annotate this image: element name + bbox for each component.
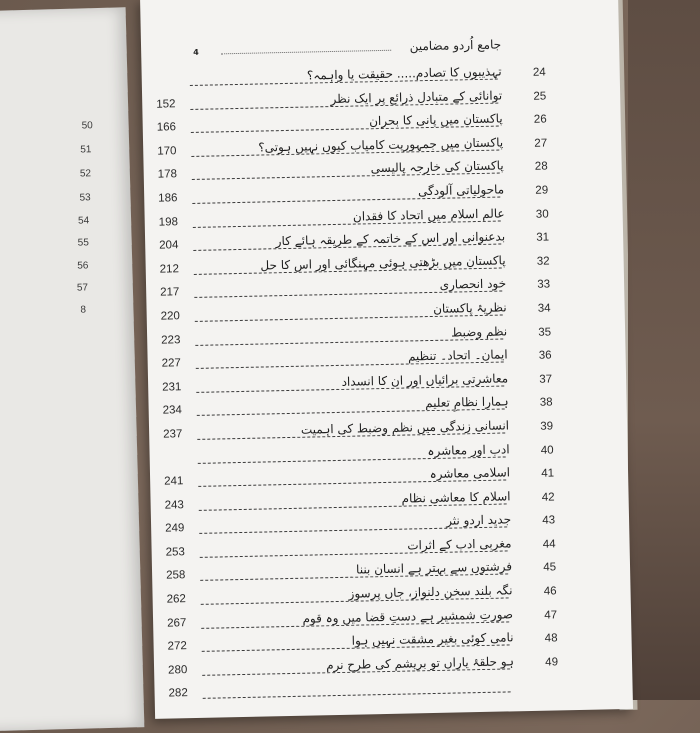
toc-item-number: 42 bbox=[542, 491, 555, 503]
toc-title: ادب اور معاشرہ bbox=[423, 442, 509, 458]
header-rule bbox=[221, 50, 391, 55]
toc-page-number: 204 bbox=[159, 239, 178, 251]
toc-item-number: 40 bbox=[541, 444, 554, 456]
toc-title: نظم وضبط bbox=[447, 324, 507, 339]
toc-page-number: 178 bbox=[158, 169, 177, 181]
left-page-number: 54 bbox=[78, 215, 89, 226]
toc-title: فرشتوں سے بہتر ہے انسان بننا bbox=[352, 560, 512, 577]
toc-item-number: 24 bbox=[533, 67, 546, 79]
toc-title: مغربی ادب کے اثرات bbox=[403, 536, 512, 552]
toc-item-number: 27 bbox=[534, 137, 547, 149]
toc-item-number: 31 bbox=[536, 232, 549, 244]
toc-item-number: 48 bbox=[545, 633, 558, 645]
left-page-number: 51 bbox=[80, 144, 91, 155]
toc-title: اسلام کا معاشی نظام bbox=[397, 489, 510, 505]
toc-page-number: 212 bbox=[160, 263, 179, 275]
toc-item-number: 26 bbox=[534, 114, 547, 126]
toc-page-number: 186 bbox=[158, 192, 177, 204]
toc-title: عالم اسلام میں اتحاد کا فقدان bbox=[349, 206, 505, 223]
toc-leader-line bbox=[198, 480, 506, 487]
toc-title: انسانی زندگی میں نظم وضبط کی اہمیت bbox=[297, 418, 509, 436]
toc-item-number: 45 bbox=[543, 562, 556, 574]
toc-page-number: 258 bbox=[166, 570, 185, 582]
toc-page-number: 231 bbox=[162, 381, 181, 393]
toc-title: ماحولیاتی آلودگی bbox=[414, 182, 504, 198]
toc-leader-line bbox=[200, 550, 508, 557]
toc-item-number: 44 bbox=[543, 538, 556, 550]
toc-item-number: 30 bbox=[536, 208, 549, 220]
left-page-number: 52 bbox=[80, 168, 91, 179]
left-page-number: 53 bbox=[79, 192, 90, 203]
toc-title: ہو حلقۂ یاراں تو بریشم کی طرح نرم bbox=[322, 654, 514, 672]
toc-leader-line bbox=[192, 173, 500, 180]
toc-page-number: 249 bbox=[165, 522, 184, 534]
toc-item-number: 46 bbox=[544, 585, 557, 597]
left-page-number: 8 bbox=[80, 304, 86, 315]
toc-title: نامی کوئی بغیر مشقت نہیں ہوا bbox=[348, 631, 514, 648]
toc-page-number: 241 bbox=[164, 475, 183, 487]
toc-leader-line bbox=[203, 692, 511, 699]
toc-title: تہذیبوں کا تصادم..... حقیقت یا واہمہ؟ bbox=[303, 64, 502, 82]
toc-title: توانائی کے متبادل ذرائع پر ایک نظر bbox=[326, 88, 502, 106]
toc-page-number: 253 bbox=[166, 546, 185, 558]
toc-item-number: 33 bbox=[537, 279, 550, 291]
toc-title: معاشرتی برائیاں اور ان کا انسداد bbox=[337, 371, 508, 389]
toc-item-number: 35 bbox=[538, 326, 551, 338]
toc-page-number: 282 bbox=[168, 688, 187, 700]
left-page-number: 56 bbox=[77, 260, 88, 271]
toc-item-number: 41 bbox=[541, 468, 554, 480]
toc-item-number: 25 bbox=[533, 90, 546, 102]
left-page-number: 50 bbox=[81, 120, 92, 131]
toc-item-number: 32 bbox=[537, 255, 550, 267]
toc-leader-line bbox=[192, 196, 500, 203]
toc-leader-line bbox=[197, 409, 505, 416]
table-surface bbox=[628, 0, 700, 700]
toc-page-number: 280 bbox=[168, 664, 187, 676]
toc-title: اسلامی معاشرہ bbox=[426, 465, 511, 481]
toc-title: ایمان۔ اتحاد۔ تنظیم bbox=[404, 348, 508, 364]
toc-item-number: 28 bbox=[535, 161, 548, 173]
toc-page-number: 198 bbox=[159, 216, 178, 228]
toc-page-number: 227 bbox=[162, 357, 181, 369]
table-of-contents bbox=[142, 61, 633, 708]
toc-page-number: 152 bbox=[156, 98, 175, 110]
left-page bbox=[0, 7, 144, 732]
toc-page-number: 223 bbox=[161, 334, 180, 346]
toc-leader-line bbox=[191, 126, 499, 133]
toc-page-number: 262 bbox=[167, 593, 186, 605]
toc-leader-line bbox=[195, 314, 503, 321]
toc-item-number: 34 bbox=[538, 302, 551, 314]
toc-page-number: 166 bbox=[157, 121, 176, 133]
toc-item-number: 36 bbox=[539, 350, 552, 362]
toc-item-number: 39 bbox=[540, 420, 553, 432]
toc-leader-line bbox=[199, 527, 507, 534]
left-page-number: 57 bbox=[77, 282, 88, 293]
toc-title: پاکستان میں جمہوریت کامیاب کیوں نہیں ہوتی؟ bbox=[254, 135, 503, 154]
toc-page-number: 217 bbox=[160, 287, 179, 299]
toc-title: پاکستان میں بڑھتی ہوئی مہنگائی اور اس کا حل bbox=[256, 253, 505, 272]
toc-item-number: 38 bbox=[540, 397, 553, 409]
toc-title: بدعنوانی اور اس کے خاتمہ کے طریقہ ہائے کار bbox=[272, 230, 506, 249]
contents-page bbox=[140, 0, 633, 719]
toc-page-number: 234 bbox=[163, 405, 182, 417]
toc-title: ہمارا نظامِ تعلیم bbox=[421, 395, 509, 411]
toc-title: پاکستان کی خارجہ پالیسی bbox=[367, 159, 504, 176]
toc-title: پاکستان میں پانی کا بحران bbox=[365, 112, 503, 129]
toc-page-number: 267 bbox=[167, 617, 186, 629]
toc-title: نظریۂ پاکستان bbox=[429, 300, 507, 316]
toc-page-number: 237 bbox=[163, 428, 182, 440]
toc-item-number: 29 bbox=[535, 184, 548, 196]
toc-page-number: 243 bbox=[165, 499, 184, 511]
toc-leader-line bbox=[199, 503, 507, 510]
toc-page-number: 220 bbox=[161, 310, 180, 322]
left-page-number: 55 bbox=[78, 237, 89, 248]
book-title: جامع اُردو مضامین bbox=[409, 37, 501, 53]
toc-item-number: 47 bbox=[544, 609, 557, 621]
toc-title: صورتِ شمشیر ہے دستِ قضا میں وہ قوم bbox=[298, 607, 513, 625]
toc-page-number: 170 bbox=[157, 145, 176, 157]
toc-title: نگہ بلند سخن دلنواز، جاں پرسوز bbox=[344, 583, 512, 601]
toc-leader-line bbox=[196, 362, 504, 369]
toc-title: جدید اردو نثر bbox=[442, 513, 511, 528]
toc-page-number: 272 bbox=[167, 640, 186, 652]
toc-item-number: 43 bbox=[542, 515, 555, 527]
toc-item-number: 49 bbox=[545, 656, 558, 668]
toc-title: خود انحصاری bbox=[436, 277, 507, 292]
toc-item-number: 37 bbox=[539, 373, 552, 385]
header-page-number: 4 bbox=[193, 48, 199, 57]
toc-leader-line bbox=[194, 291, 502, 298]
